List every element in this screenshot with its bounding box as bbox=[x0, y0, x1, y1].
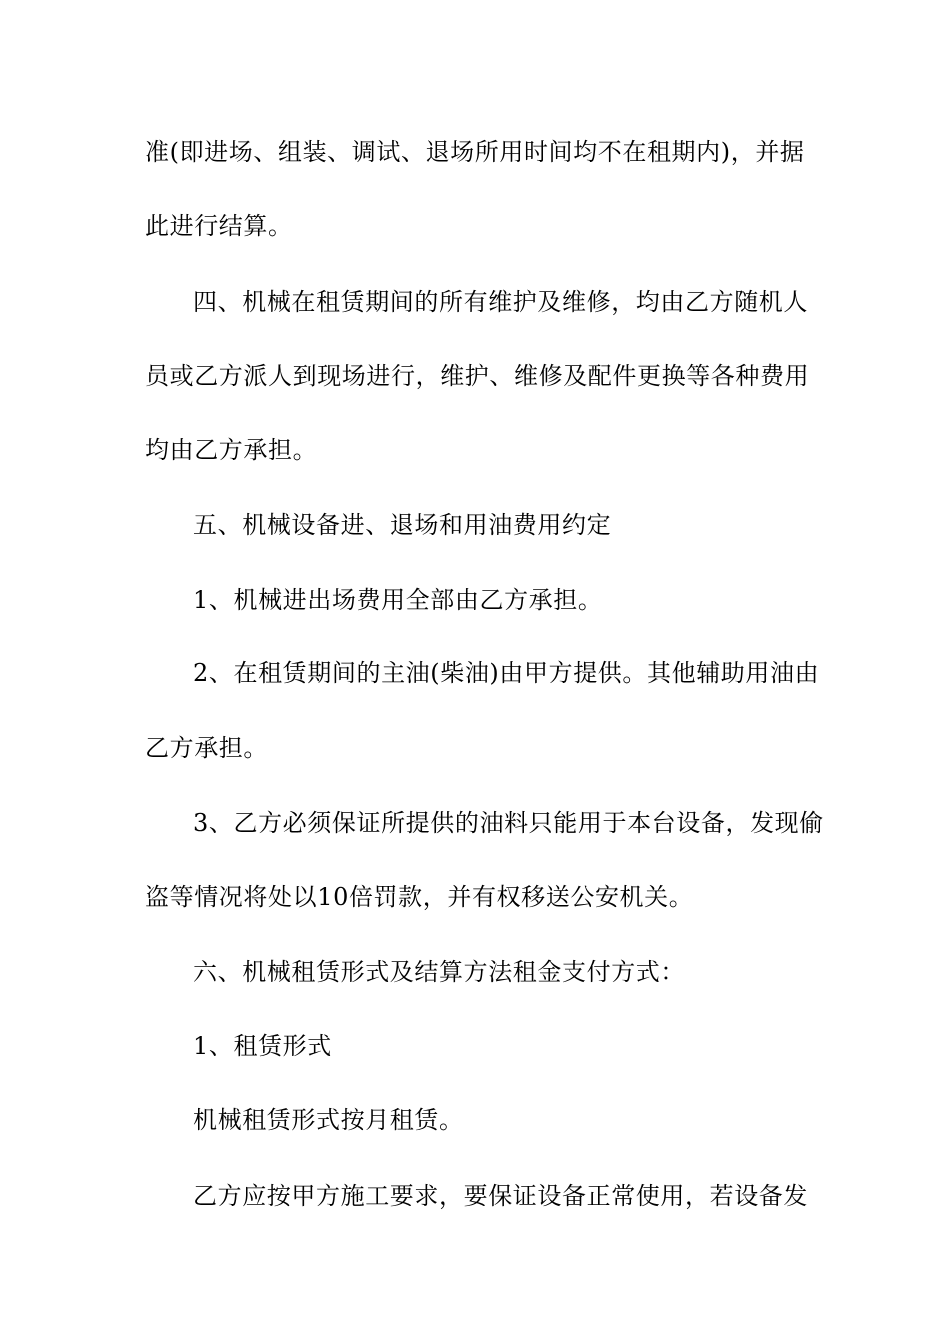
text-line: 员或乙方派人到现场进行，维护、维修及配件更换等各种费用 bbox=[145, 362, 810, 390]
paragraph-start: 乙方应按甲方施工要求，要保证设备正常使用，若设备发 bbox=[193, 1182, 808, 1210]
text-line: 此进行结算。 bbox=[145, 212, 293, 240]
paragraph-start: 四、机械在租赁期间的所有维护及维修，均由乙方随机人 bbox=[193, 288, 808, 316]
section-heading: 六、机械租赁形式及结算方法租金支付方式： bbox=[193, 958, 685, 986]
text-line: 乙方承担。 bbox=[145, 734, 268, 762]
paragraph-start: 机械租赁形式按月租赁。 bbox=[193, 1106, 464, 1134]
text-line: 盗等情况将处以10倍罚款，并有权移送公安机关。 bbox=[145, 883, 694, 911]
list-item: 1、租赁形式 bbox=[193, 1032, 332, 1060]
text-line: 准(即进场、组装、调试、退场所用时间均不在租期内)，并据 bbox=[145, 138, 805, 166]
section-heading: 五、机械设备进、退场和用油费用约定 bbox=[193, 511, 612, 539]
text-line: 均由乙方承担。 bbox=[145, 436, 318, 464]
list-item: 1、机械进出场费用全部由乙方承担。 bbox=[193, 586, 603, 614]
list-item: 3、乙方必须保证所提供的油料只能用于本台设备，发现偷 bbox=[193, 809, 824, 837]
list-item: 2、在租赁期间的主油(柴油)由甲方提供。其他辅助用油由 bbox=[193, 659, 820, 687]
